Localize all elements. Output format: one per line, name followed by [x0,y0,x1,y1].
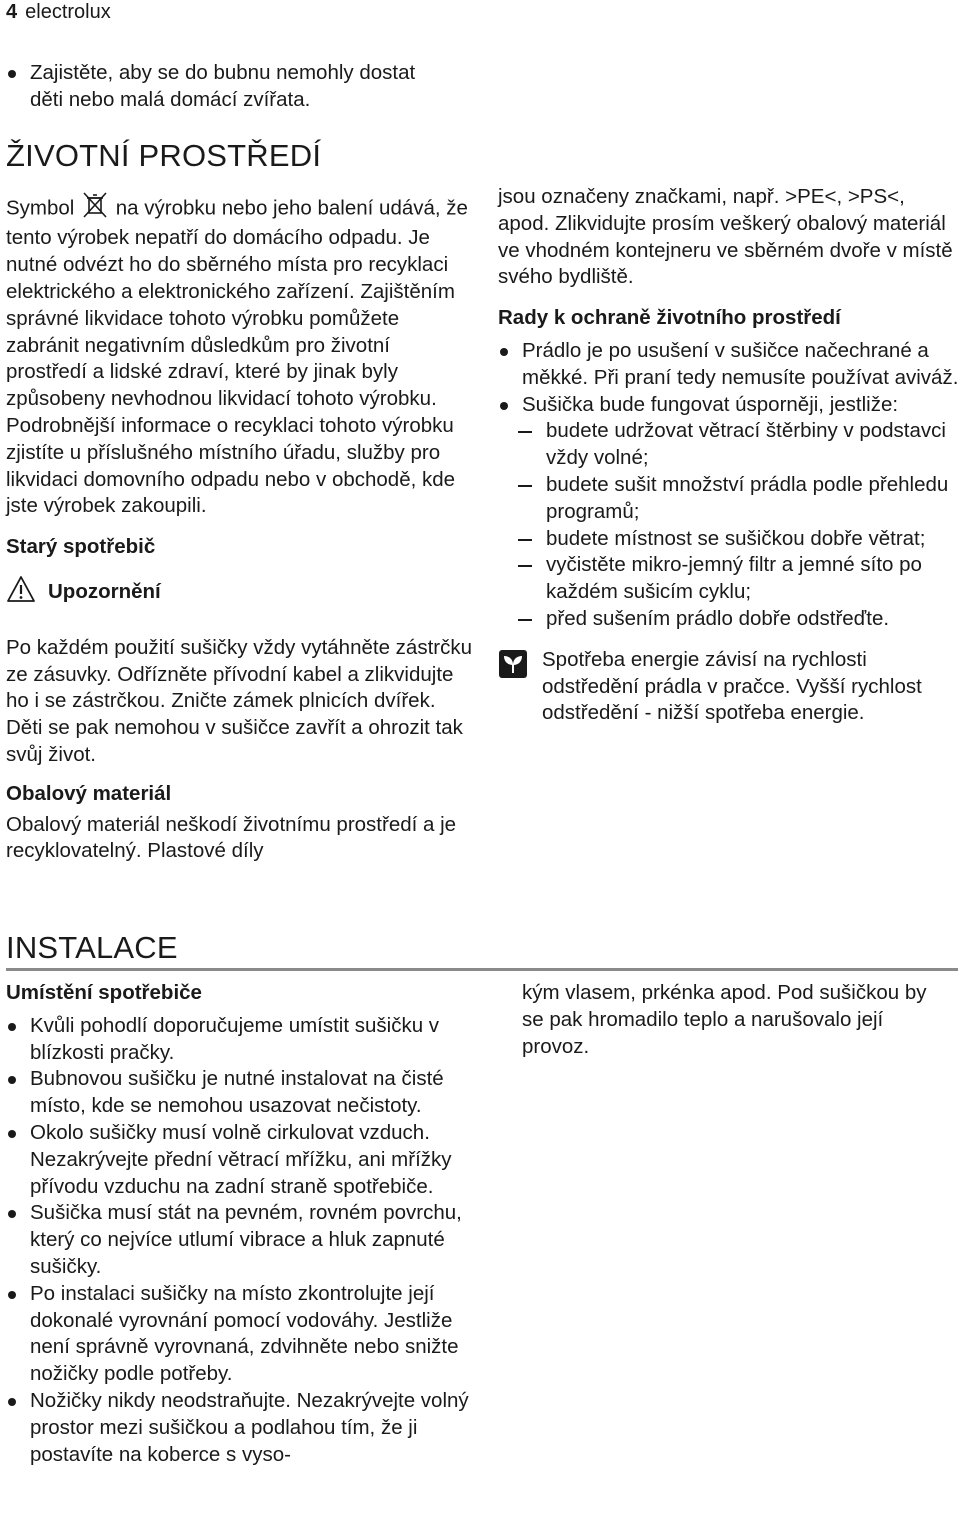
conditions-list [498,418,958,632]
page-number: 4 [6,1,18,23]
eco-note-text: Spotřeba energie závisí na rychlosti odstředění prádla v pračce. Vyšší rychlost odstředění - nižší spotřeba energie. [542,647,922,725]
eco-note [498,647,960,727]
placement-heading: Umístění spotřebiče [6,981,202,1004]
installation-heading-wrap [6,930,178,966]
list-item: Okolo sušičky musí volně cirkulovat vzduch. Nezakrývejte přední větrací mřížku, ani mřížky přívodu vzduchu na zadní straně spotřebiče. [6,1120,472,1200]
list-item: budete sušit množství prádla podle přehledu programů; [498,472,958,526]
page-header [6,0,111,24]
crossed-bin-icon [80,192,110,226]
environment-heading: ŽIVOTNÍ PROSTŘEDÍ [6,137,322,173]
list-item: Po instalaci sušičky na místo zkontrolujte její dokonalé vyrovnání pomocí vodováhy. Jestliže není správně vyrovnaná, zdvihněte nebo snižte nožičky podle potřeby. [6,1281,472,1388]
old-appliance-heading: Starý spotřebič [6,535,156,559]
list-item: Prádlo je po usušení v sušičce načechrané a měkké. Při praní tedy nemusíte používat aviváž. [498,338,960,392]
safety-list [6,60,474,114]
list-item: před sušením prádlo dobře odstřeďte. [498,606,958,633]
left-column-top [6,60,474,865]
installation-heading: INSTALACE [6,930,178,965]
list-item: budete místnost se sušičkou dobře větrat; [498,526,958,553]
packaging-heading: Obalový materiál [6,781,172,805]
section-divider [6,968,958,971]
list-item: Sušička bude fungovat úsporněji, jestliže: [498,392,960,419]
warning-block [6,575,474,611]
placement-list [6,1013,472,1469]
warning-label: Upozornění [48,580,161,604]
environment-paragraph [6,192,474,521]
symbol-prefix: Symbol [6,195,75,219]
list-item: Nožičky nikdy neodstraňujte. Nezakrývejte volný prostor mezi sušičkou a podlahou tím, že ji postavíte na koberce s vyso- [6,1388,472,1468]
list-item: Kvůli pohodlí doporučujeme umístit sušičku v blízkosti pračky. [6,1013,472,1067]
list-item: Sušička musí stát na pevném, rovném povrchu, který co nejvíce utlumí vibrace a hluk zapnuté sušičky. [6,1200,472,1280]
warning-icon [6,575,36,611]
warning-text: Po každém použití sušičky vždy vytáhněte zástrčku ze zásuvky. Odřízněte přívodní kabel a zlikvidujte ho i se zástrčkou. Zničte zámek plnicích dvířek. Děti se pak nemohou v sušičce zavřít a ohrozit tak svůj život. [6,635,473,766]
left-column-bottom [6,980,472,1468]
right-column-bottom [522,980,938,1060]
list-item: vyčistěte mikro-jemný filtr a jemné síto po každém sušicím cyklu; [498,552,958,606]
right-column-top [498,184,960,727]
eco-leaf-icon [498,649,528,687]
tips-heading: Rady k ochraně životního prostředí [498,306,841,330]
list-item: budete udržovat větrací štěrbiny v podstavci vždy volné; [498,418,958,472]
packaging-continued: jsou označeny značkami, např. >PE<, >PS<, apod. Zlikvidujte prosím veškerý obalový materiál ve vhodném kontejneru ve sběrném dvoře v místě svého bydliště. [498,185,953,289]
packaging-text: Obalový materiál neškodí životnímu prostředí a je recyklovatelný. Plastové díly [6,812,457,863]
brand-name: electrolux [25,1,111,23]
list-item: Bubnovou sušičku je nutné instalovat na čisté místo, kde se nemohou usazovat nečistoty. [6,1066,472,1120]
tips-list [498,338,960,418]
symbol-description: na výrobku nebo jeho balení udává, že tento výrobek nepatří do domácího odpadu. Je nutné odvézt ho do sběrného místa pro recyklaci elektrického a elektronického zařízení. Zajištěním správné likvidace tohoto výrobku pomůžete zabránit negativním důsledkům pro životní prostředí a lidské zdraví, které by jinak byly způsobeny nevhodnou likvidací tohoto výrobku. Podrobnější informace o recyklaci tohoto výrobku zjistíte u příslušného místního úřadu, služby pro likvidaci domovního odpadu nebo v obchodě, kde jste výrobek zakoupili. [6,195,468,518]
placement-continued: kým vlasem, prkénka apod. Pod sušičkou by se pak hromadilo teplo a narušovalo její provoz. [522,981,927,1058]
list-item: Zajistěte, aby se do bubnu nemohly dostat děti nebo malá domácí zvířata. [6,60,474,114]
